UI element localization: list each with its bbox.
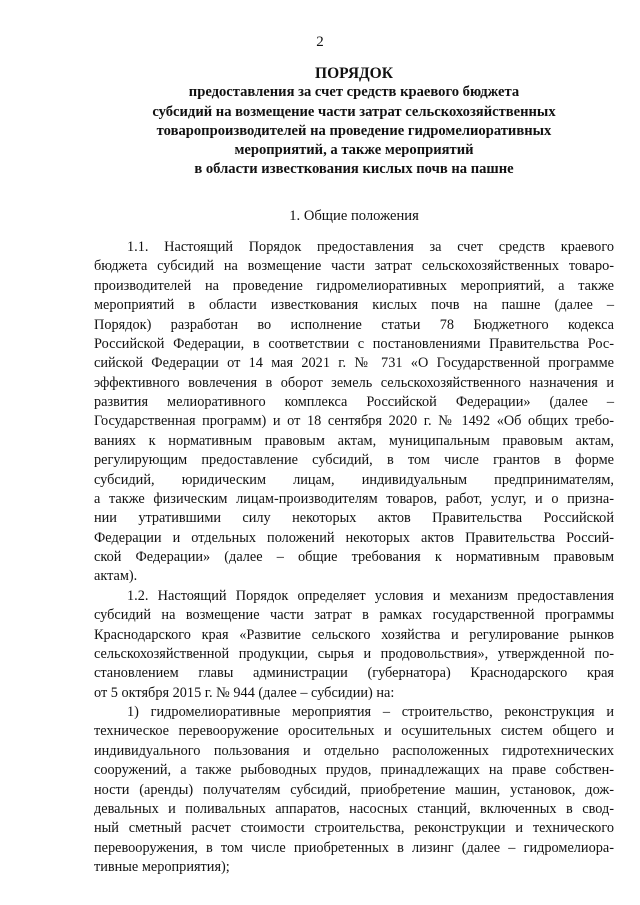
paragraph-line: от 5 октября 2015 г. № 944 (далее – субсидии) на: — [94, 684, 395, 701]
paragraph-line: сийской Федерации от 14 мая 2021 г. № 731 «О Государственной программе — [94, 355, 614, 372]
paragraph-line: производителей на проведение гидромелиоративных мероприятий, а также — [94, 277, 614, 294]
title-line: мероприятий, а также мероприятий — [234, 142, 474, 159]
paragraph-line: ный сметный расчет стоимости строительства, реконструкции и технического — [94, 820, 614, 837]
section-heading: 1. Общие положения — [289, 208, 419, 224]
document-body — [94, 238, 614, 877]
paragraph-line: субсидий, юридическим лицам, индивидуальным предпринимателям, — [94, 471, 614, 488]
title-line: в области известкования кислых почв на пашне — [194, 161, 514, 178]
paragraph — [94, 703, 614, 877]
paragraph — [94, 587, 614, 703]
paragraph-line: сооружений, а также рыбоводных прудов, принадлежащих на праве собствен- — [94, 762, 614, 779]
paragraph-line: ности (аренды) получателям субсидий, приобретение машин, установок, дож- — [94, 781, 614, 798]
title-line: товаропроизводителей на проведение гидромелиоративных — [156, 122, 552, 139]
paragraph-line: регулирующим предоставление субсидий, в том числе грантов в форме — [94, 452, 614, 469]
paragraph-line: становлением главы администрации (губернатора) Краснодарского края — [94, 665, 614, 682]
paragraph-line: 1.1. Настоящий Порядок предоставления за счет средств краевого — [127, 239, 614, 255]
paragraph-line: бюджета субсидий на возмещение части затрат сельскохозяйственных товаро- — [94, 258, 614, 275]
paragraph-line: эффективного вовлечения в оборот земель сельскохозяйственного назначения и — [94, 374, 614, 391]
paragraph — [94, 238, 614, 587]
paragraph-line: ваниях к нормативным правовым актам, муниципальным правовым актам, — [94, 432, 614, 449]
paragraph-line: мероприятий в области известкования кислых почв на пашне (далее – — [94, 297, 614, 314]
page-number: 2 — [316, 34, 324, 50]
paragraph-line: 1.2. Настоящий Порядок определяет условия и механизм предоставления — [127, 587, 614, 604]
paragraph-line: Краснодарского края «Развитие сельского хозяйства и регулирование рынков — [94, 626, 614, 643]
paragraph-line: девальных и поливальных аппаратов, насосных станций, включенных в свод- — [94, 800, 614, 817]
paragraph-line: субсидий на возмещение части затрат в рамках государственной программы — [94, 607, 614, 624]
paragraph-line: тивные мероприятия); — [94, 859, 230, 875]
paragraph-line: ской Федерации» (далее – общие требования к нормативным правовым — [94, 549, 614, 565]
paragraph-line: Российской Федерации, в соответствии с постановлениями Правительства Рос- — [94, 335, 614, 352]
title-line: предоставления за счет средств краевого бюджета — [188, 84, 520, 101]
paragraph-line: перевооружения, в том числе приобретенных в лизинг (далее – гидромелиора- — [94, 839, 614, 856]
title-line: субсидий на возмещение части затрат сельскохозяйственных — [152, 103, 556, 120]
paragraph-line: 1) гидромелиоративные мероприятия – строительство, реконструкция и — [127, 704, 614, 720]
paragraph-line: Государственная программ) и от 18 сентября 2020 г. № 1492 «Об общих требо- — [94, 413, 614, 430]
paragraph-line: нии утратившими силу некоторых актов Правительства Российской — [94, 510, 614, 527]
title-main: ПОРЯДОК — [315, 65, 393, 82]
document-title — [80, 64, 628, 180]
paragraph-line: Порядок) разработан во исполнение статьи 78 Бюджетного кодекса — [94, 316, 614, 333]
paragraph-line: сельскохозяйственной продукции, сырья и продовольствия», утвержденной по- — [94, 645, 614, 662]
paragraph-line: актам). — [94, 568, 138, 585]
paragraph-line: техническое перевооружение оросительных и осушительных систем общего и — [94, 723, 614, 740]
paragraph-line: Федерации и отдельных положений некоторых актов Правительства Россий- — [94, 529, 614, 546]
paragraph-line: индивидуального пользования и отдельно расположенных гидротехнических — [94, 742, 614, 759]
paragraph-line: а также физическим лицам-производителям товаров, работ, услуг, и о призна- — [94, 490, 614, 507]
paragraph-line: развития мелиоративного комплекса Российской Федерации» (далее – — [94, 394, 614, 410]
